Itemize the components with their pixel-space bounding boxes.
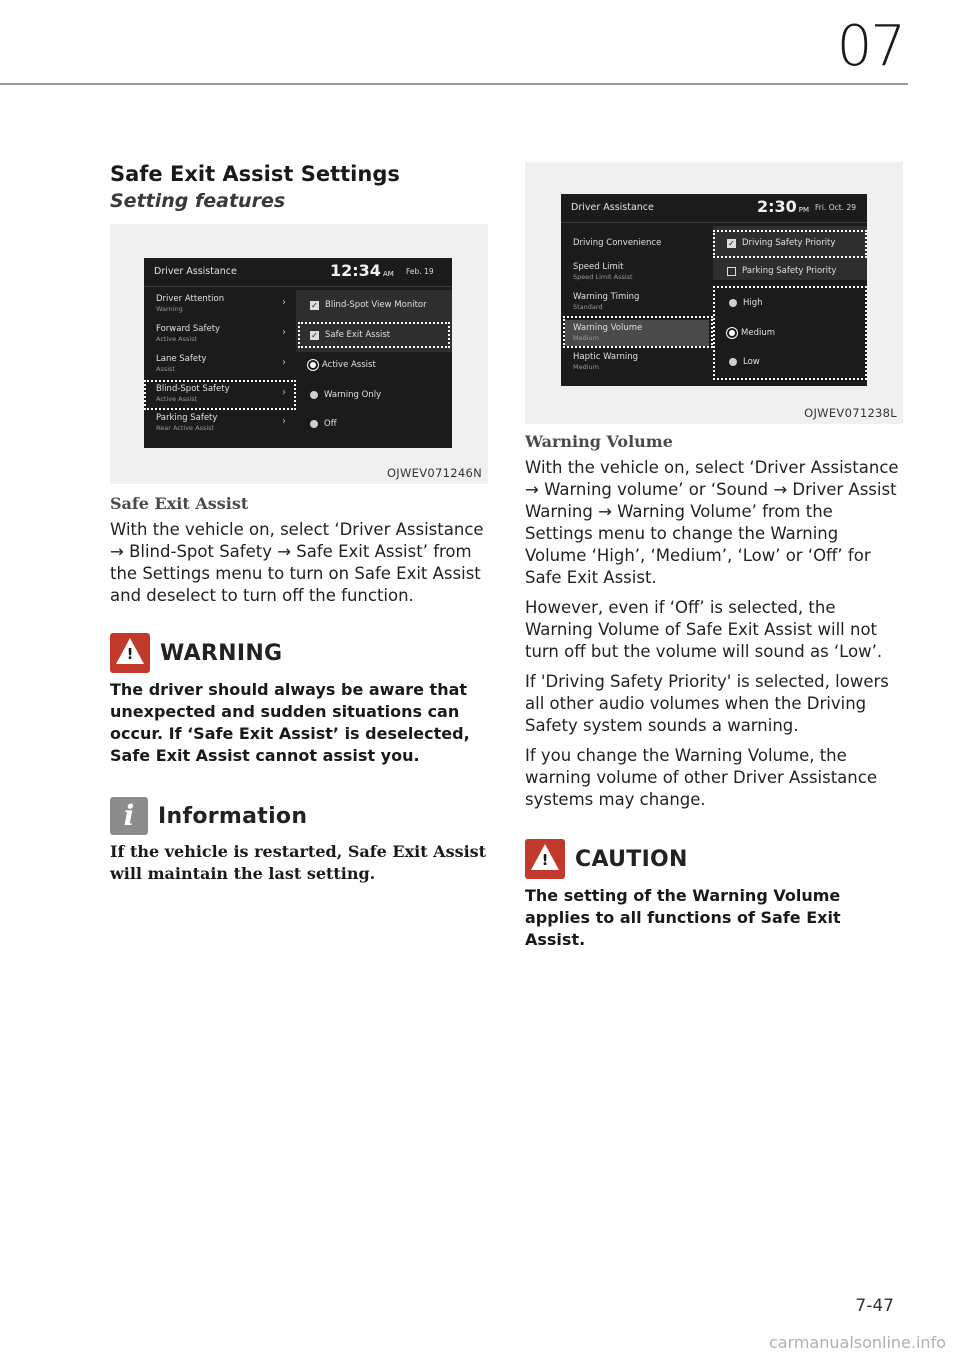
body-paragraph: However, even if ‘Off’ is selected, the Warning Volume of Safe Exit Assist will not turn off but the volume will sound as ‘Low’. <box>525 598 883 661</box>
warning-title: WARNING <box>160 640 283 666</box>
menu-item-haptic-warning[interactable]: Haptic Warning Medium <box>573 352 639 371</box>
right-column <box>525 162 903 951</box>
highlight-frame-volume-levels <box>713 286 867 380</box>
body-paragraph: With the vehicle on, select ‘Driver Assistance → Blind-Spot Safety → Safe Exit Assist’ from the Settings menu to turn on Safe Exit Assist and deselect to turn off the function. <box>110 520 484 605</box>
body-paragraph: With the vehicle on, select ‘Driver Assistance → Warning volume’ or ‘Sound → Driver Assist Warning → Warning Volume’ from the Settings menu to change the Warning Volume ‘High’, ‘Medium’, ‘Low’ or ‘Off’ for Safe Exit Assist. <box>525 458 899 587</box>
option-medium[interactable]: Medium <box>729 328 775 338</box>
screen-divider <box>144 286 452 287</box>
left-column <box>110 160 488 885</box>
infotainment-screen <box>144 258 452 448</box>
highlight-frame-warning-volume <box>563 316 713 348</box>
screen-date: Fri. Oct. 29 <box>815 203 856 212</box>
menu-item-forward-safety[interactable]: Forward Safety Active Assist › <box>156 324 286 343</box>
info-icon: i <box>110 797 148 835</box>
checkbox-checked-icon: ✓ <box>311 330 318 340</box>
option-safe-exit-assist[interactable]: ✓ Safe Exit Assist <box>311 330 391 340</box>
section-title: Safe Exit Assist Settings <box>110 162 400 186</box>
option-low[interactable]: Low <box>729 357 760 367</box>
information-title: Information <box>158 803 308 829</box>
section-subtitle: Setting features <box>110 190 286 212</box>
caution-body: The setting of the Warning Volume applies to all functions of Safe Exit Assist. <box>525 886 841 949</box>
figure-safe-exit-settings <box>110 224 488 484</box>
screen-clock: 2:30 PM <box>757 197 810 216</box>
caution-heading <box>525 839 903 879</box>
menu-item-lane-safety[interactable]: Lane Safety Assist › <box>156 354 286 373</box>
screen-title: Driver Assistance <box>571 202 654 213</box>
option-active-assist[interactable]: Active Assist <box>310 360 376 370</box>
highlight-frame-blind-spot <box>144 380 296 410</box>
screen-divider <box>561 222 867 223</box>
highlight-frame-driving-safety <box>713 230 867 258</box>
screen-clock: 12:34 AM <box>330 261 394 280</box>
information-heading <box>110 797 488 835</box>
watermark: carmanualsonline.info <box>768 1333 946 1352</box>
radio-icon <box>310 420 318 428</box>
figure-code: OJWEV071238L <box>804 406 897 420</box>
information-body: If the vehicle is restarted, Safe Exit Assist will maintain the last setting. <box>110 842 487 883</box>
option-blind-spot-view-monitor[interactable]: ✓ Blind-Spot View Monitor <box>311 300 427 310</box>
checkbox-checked-icon: ✓ <box>311 300 318 310</box>
warning-body: The driver should always be aware that unexpected and sudden situations can occur. If ‘Safe Exit Assist’ is deselected, Safe Exit Assist cannot assist you. <box>110 680 470 765</box>
option-parking-safety-priority[interactable]: Parking Safety Priority <box>727 266 836 276</box>
menu-item-warning-timing[interactable]: Warning Timing Standard <box>573 292 640 311</box>
menu-item-speed-limit[interactable]: Speed Limit Speed Limit Assist <box>573 262 633 281</box>
option-driving-safety-priority[interactable]: ✓ Driving Safety Priority <box>728 238 836 248</box>
body-paragraph: If you change the Warning Volume, the warning volume of other Driver Assistance systems may change. <box>525 746 877 809</box>
figure-code: OJWEV071246N <box>386 466 482 480</box>
chevron-right-icon: › <box>282 357 286 368</box>
highlight-frame-safe-exit <box>298 322 450 348</box>
menu-item-warning-volume[interactable]: Warning Volume Medium <box>565 320 709 346</box>
header-rule <box>0 83 908 85</box>
infotainment-screen <box>561 194 867 386</box>
chapter-number: 07 <box>836 14 904 79</box>
caution-title: CAUTION <box>575 846 688 872</box>
subheading-safe-exit-assist: Safe Exit Assist <box>110 494 249 513</box>
option-warning-only[interactable]: Warning Only <box>310 390 381 400</box>
checkbox-icon <box>727 267 736 276</box>
chevron-right-icon: › <box>282 327 286 338</box>
radio-icon <box>310 391 318 399</box>
screen-date: Feb. 19 <box>406 267 434 276</box>
chevron-right-icon: › <box>282 387 286 398</box>
page-number: 7-47 <box>855 1296 894 1316</box>
subheading-warning-volume: Warning Volume <box>525 432 673 451</box>
menu-item-driving-convenience[interactable]: Driving Convenience <box>573 238 662 248</box>
checkbox-checked-icon: ✓ <box>728 238 735 248</box>
menu-item-driver-attention[interactable]: Driver Attention Warning › <box>156 294 286 313</box>
menu-item-parking-safety[interactable]: Parking Safety Rear Active Assist › <box>156 413 286 432</box>
warning-icon: ! <box>110 633 150 673</box>
chevron-right-icon: › <box>282 297 286 308</box>
chevron-right-icon: › <box>282 416 286 427</box>
caution-icon: ! <box>525 839 565 879</box>
figure-warning-volume <box>525 162 903 424</box>
screen-title: Driver Assistance <box>154 266 237 277</box>
warning-heading <box>110 633 488 673</box>
menu-item-blind-spot-safety[interactable]: Blind-Spot Safety Active Assist › <box>156 384 286 403</box>
option-off[interactable]: Off <box>310 419 337 429</box>
option-high[interactable]: High <box>729 298 763 308</box>
body-paragraph: If 'Driving Safety Priority' is selected, lowers all other audio volumes when the Driving Safety system sounds a warning. <box>525 672 889 735</box>
radio-selected-icon <box>310 362 316 368</box>
